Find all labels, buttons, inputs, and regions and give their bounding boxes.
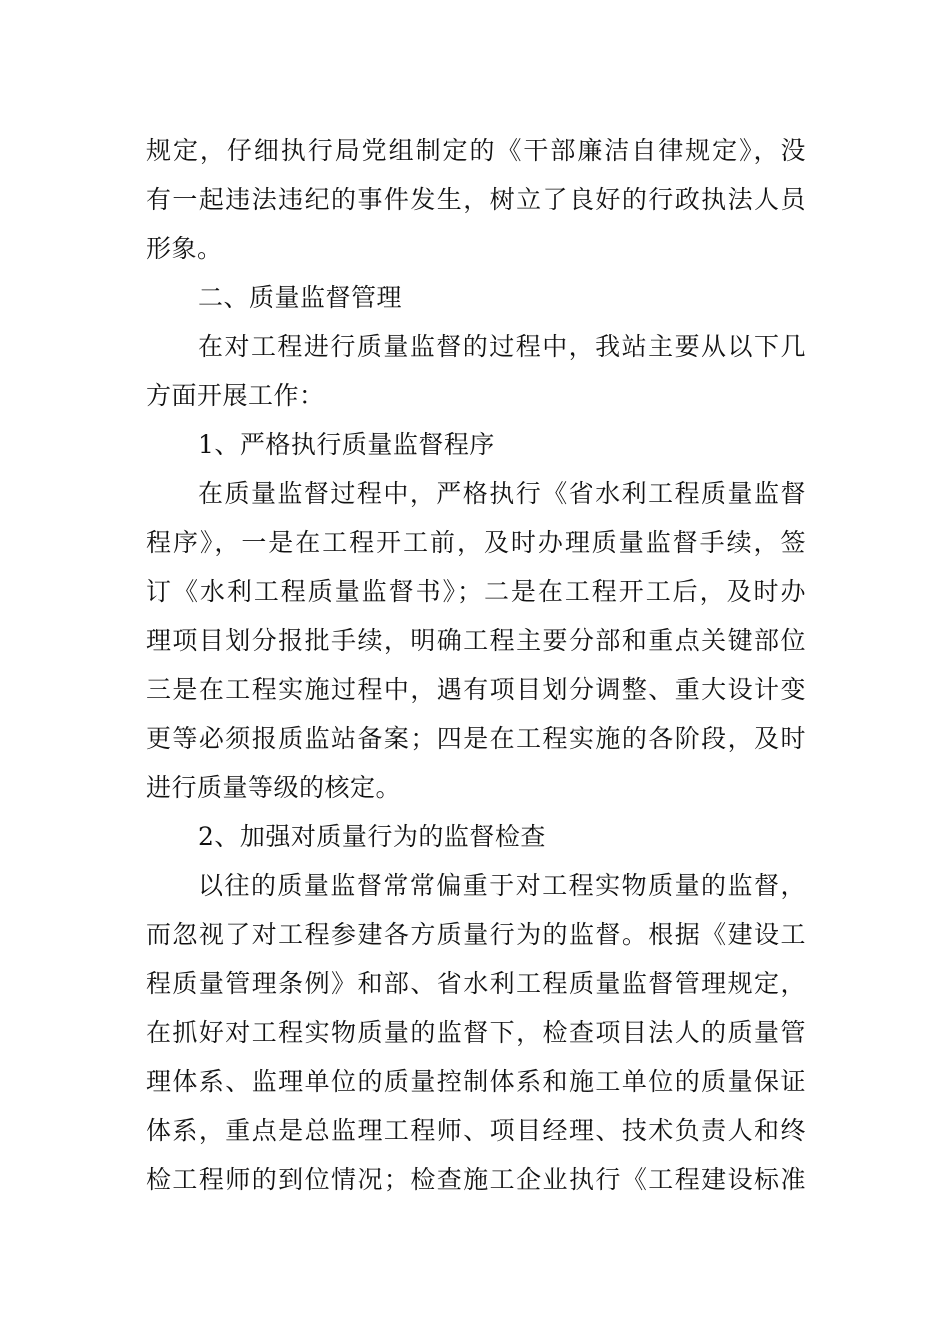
text-line: 在质量监督过程中，严格执行《省水利工程质量监督	[198, 479, 806, 508]
document-body	[146, 126, 806, 1204]
text-line: 有一起违法违纪的事件发生，树立了良好的行政执法人员	[146, 185, 806, 214]
text-line: 规定，仔细执行局党组制定的《干部廉洁自律规定》，没	[146, 136, 806, 165]
text-line: 在抓好对工程实物质量的监督下，检查项目法人的质量管	[146, 1018, 806, 1047]
text-line: 检工程师的到位情况；检查施工企业执行《工程建设标准	[146, 1165, 806, 1194]
text-line: 更等必须报质监站备案；四是在工程实施的各阶段，及时	[146, 724, 806, 753]
text-line: 二、质量监督管理	[198, 283, 403, 312]
text-line: 而忽视了对工程参建各方质量行为的监督。根据《建设工	[146, 920, 806, 949]
text-line: 在对工程进行质量监督的过程中，我站主要从以下几	[198, 332, 806, 361]
text-line: 三是在工程实施过程中，遇有项目划分调整、重大设计变	[146, 675, 806, 704]
text-line: 2、加强对质量行为的监督检查	[198, 822, 546, 851]
text-line: 以往的质量监督常常偏重于对工程实物质量的监督，	[198, 871, 806, 900]
text-line: 1、严格执行质量监督程序	[198, 430, 495, 459]
text-line: 程序》，一是在工程开工前，及时办理质量监督手续，签	[146, 528, 806, 557]
text-line: 订《水利工程质量监督书》；二是在工程开工后，及时办	[146, 577, 806, 606]
text-line: 形象。	[146, 234, 223, 263]
text-line: 理体系、监理单位的质量控制体系和施工单位的质量保证	[146, 1067, 806, 1096]
text-line: 体系，重点是总监理工程师、项目经理、技术负责人和终	[146, 1116, 806, 1145]
text-line: 方面开展工作：	[146, 381, 325, 410]
text-line: 程质量管理条例》和部、省水利工程质量监督管理规定，	[146, 969, 806, 998]
text-line: 理项目划分报批手续，明确工程主要分部和重点关键部位	[146, 626, 806, 655]
text-line: 进行质量等级的核定。	[146, 773, 402, 802]
document-page	[146, 126, 806, 1204]
